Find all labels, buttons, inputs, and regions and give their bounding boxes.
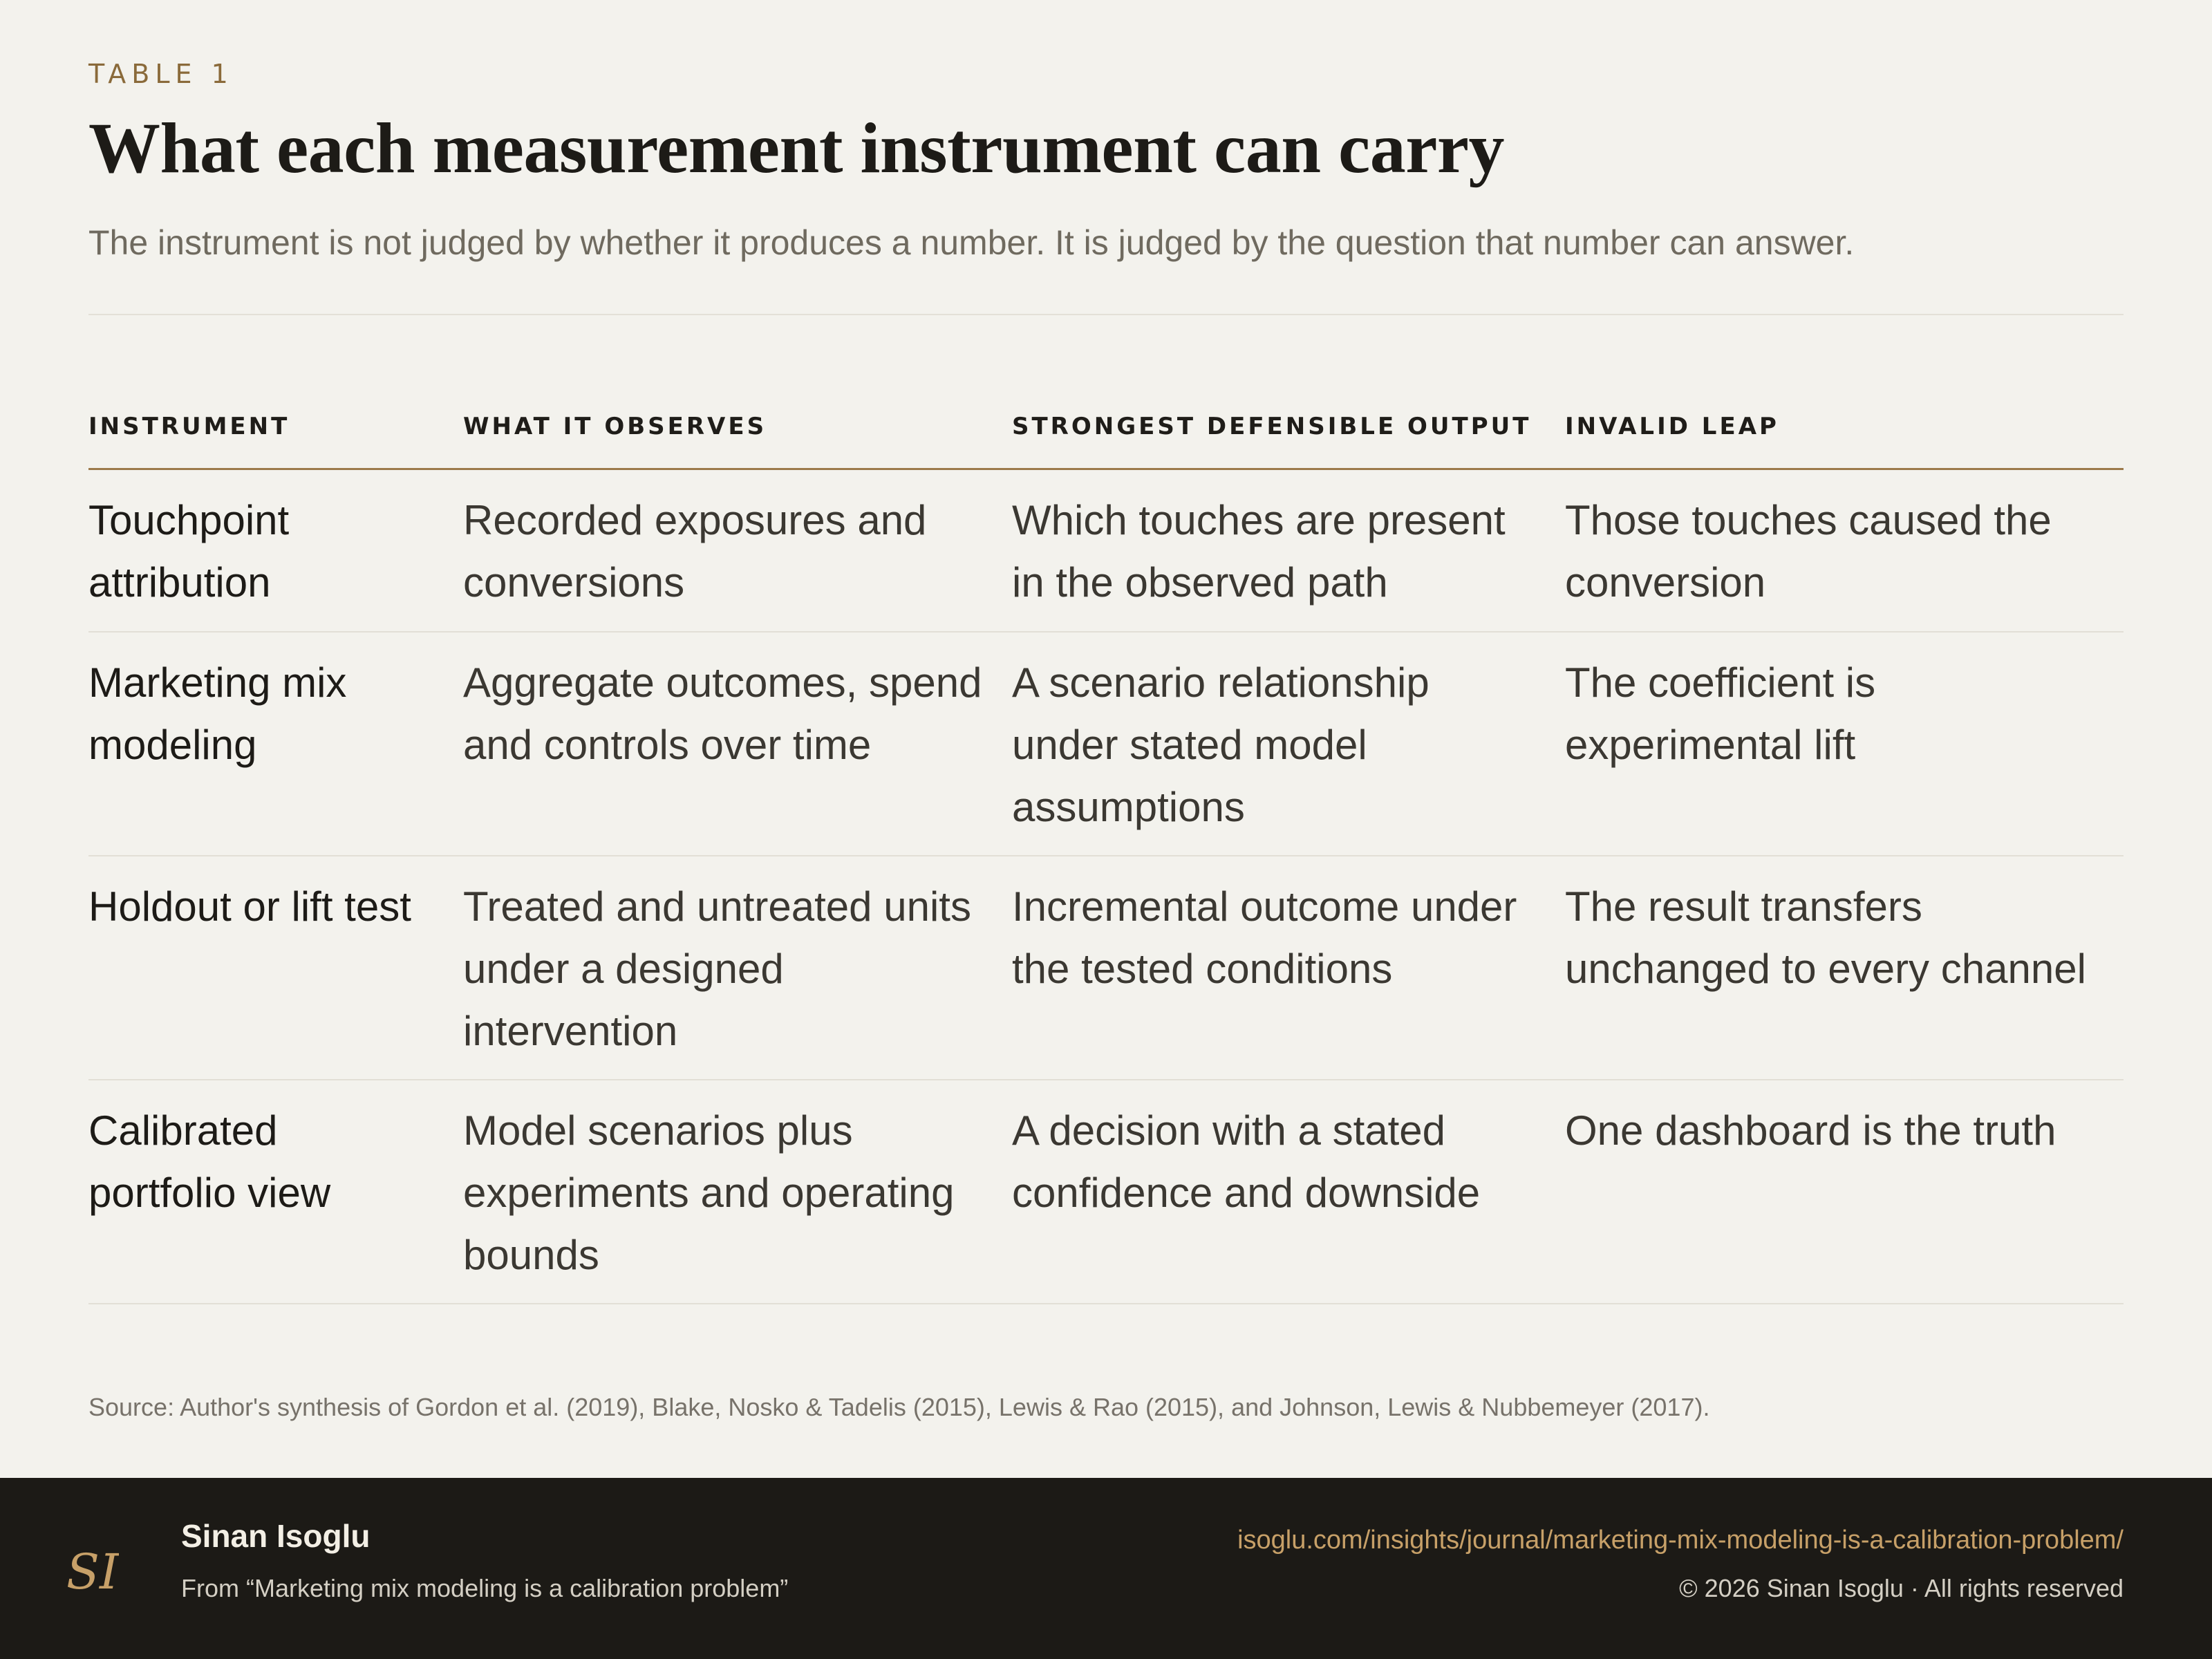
monogram-logo-icon bbox=[64, 1539, 119, 1601]
cell-observes: Model scenarios plus experiments and operating bounds bbox=[463, 1107, 955, 1278]
table-header-row bbox=[88, 405, 2124, 470]
author-name: Sinan Isoglu bbox=[181, 1518, 371, 1554]
page-title: What each measurement instrument can carry bbox=[88, 109, 1505, 188]
comparison-table bbox=[88, 405, 2124, 1304]
header-divider bbox=[88, 314, 2124, 315]
cell-leap: The coefficient is experimental lift bbox=[1565, 659, 1876, 768]
cell-leap: Those touches caused the conversion bbox=[1565, 497, 2052, 606]
cell-observes: Treated and untreated units under a designed intervention bbox=[463, 883, 971, 1054]
article-link[interactable]: isoglu.com/insights/journal/marketing-mix-modeling-is-a-calibration-problem/ bbox=[1237, 1526, 2124, 1555]
cell-instrument: Marketing mix modeling bbox=[88, 659, 347, 768]
table-label: TABLE 1 bbox=[88, 59, 234, 89]
cell-output: A decision with a stated confidence and downside bbox=[1012, 1107, 1481, 1216]
column-header-observes: WHAT IT OBSERVES bbox=[463, 413, 767, 440]
page-subtitle: The instrument is not judged by whether it produces a number. It is judged by the question that number can answer. bbox=[88, 223, 1855, 262]
table-row bbox=[88, 1080, 2124, 1304]
cell-output: Incremental outcome under the tested conditions bbox=[1012, 883, 1517, 992]
copyright-notice: © 2026 Sinan Isoglu · All rights reserved bbox=[1679, 1574, 2124, 1602]
column-header-instrument: INSTRUMENT bbox=[88, 413, 290, 440]
cell-instrument: Calibrated portfolio view bbox=[88, 1107, 331, 1216]
table-row bbox=[88, 856, 2124, 1080]
column-header-leap: INVALID LEAP bbox=[1565, 413, 1779, 440]
cell-output: Which touches are present in the observed path bbox=[1012, 497, 1506, 606]
cell-instrument: Holdout or lift test bbox=[88, 883, 411, 930]
cell-output: A scenario relationship under stated model assumptions bbox=[1012, 659, 1430, 830]
cell-observes: Recorded exposures and conversions bbox=[463, 497, 927, 606]
cell-observes: Aggregate outcomes, spend and controls over time bbox=[463, 659, 982, 768]
svg-text:SI: SI bbox=[66, 1544, 119, 1600]
column-header-output: STRONGEST DEFENSIBLE OUTPUT bbox=[1012, 413, 1532, 440]
footer bbox=[0, 1478, 2212, 1659]
table-row bbox=[88, 470, 2124, 632]
cell-leap: The result transfers unchanged to every channel bbox=[1565, 883, 2086, 992]
cell-instrument: Touchpoint attribution bbox=[88, 497, 290, 606]
header bbox=[88, 57, 2124, 267]
article-reference: From “Marketing mix modeling is a calibration problem” bbox=[181, 1574, 789, 1602]
cell-leap: One dashboard is the truth bbox=[1565, 1107, 2056, 1154]
source-note: Source: Author's synthesis of Gordon et al. (2019), Blake, Nosko & Tadelis (2015), Lewis & Rao (2015), and Johnson, Lewis & Nubbemeyer (2017). bbox=[88, 1393, 1710, 1421]
table-row bbox=[88, 632, 2124, 856]
